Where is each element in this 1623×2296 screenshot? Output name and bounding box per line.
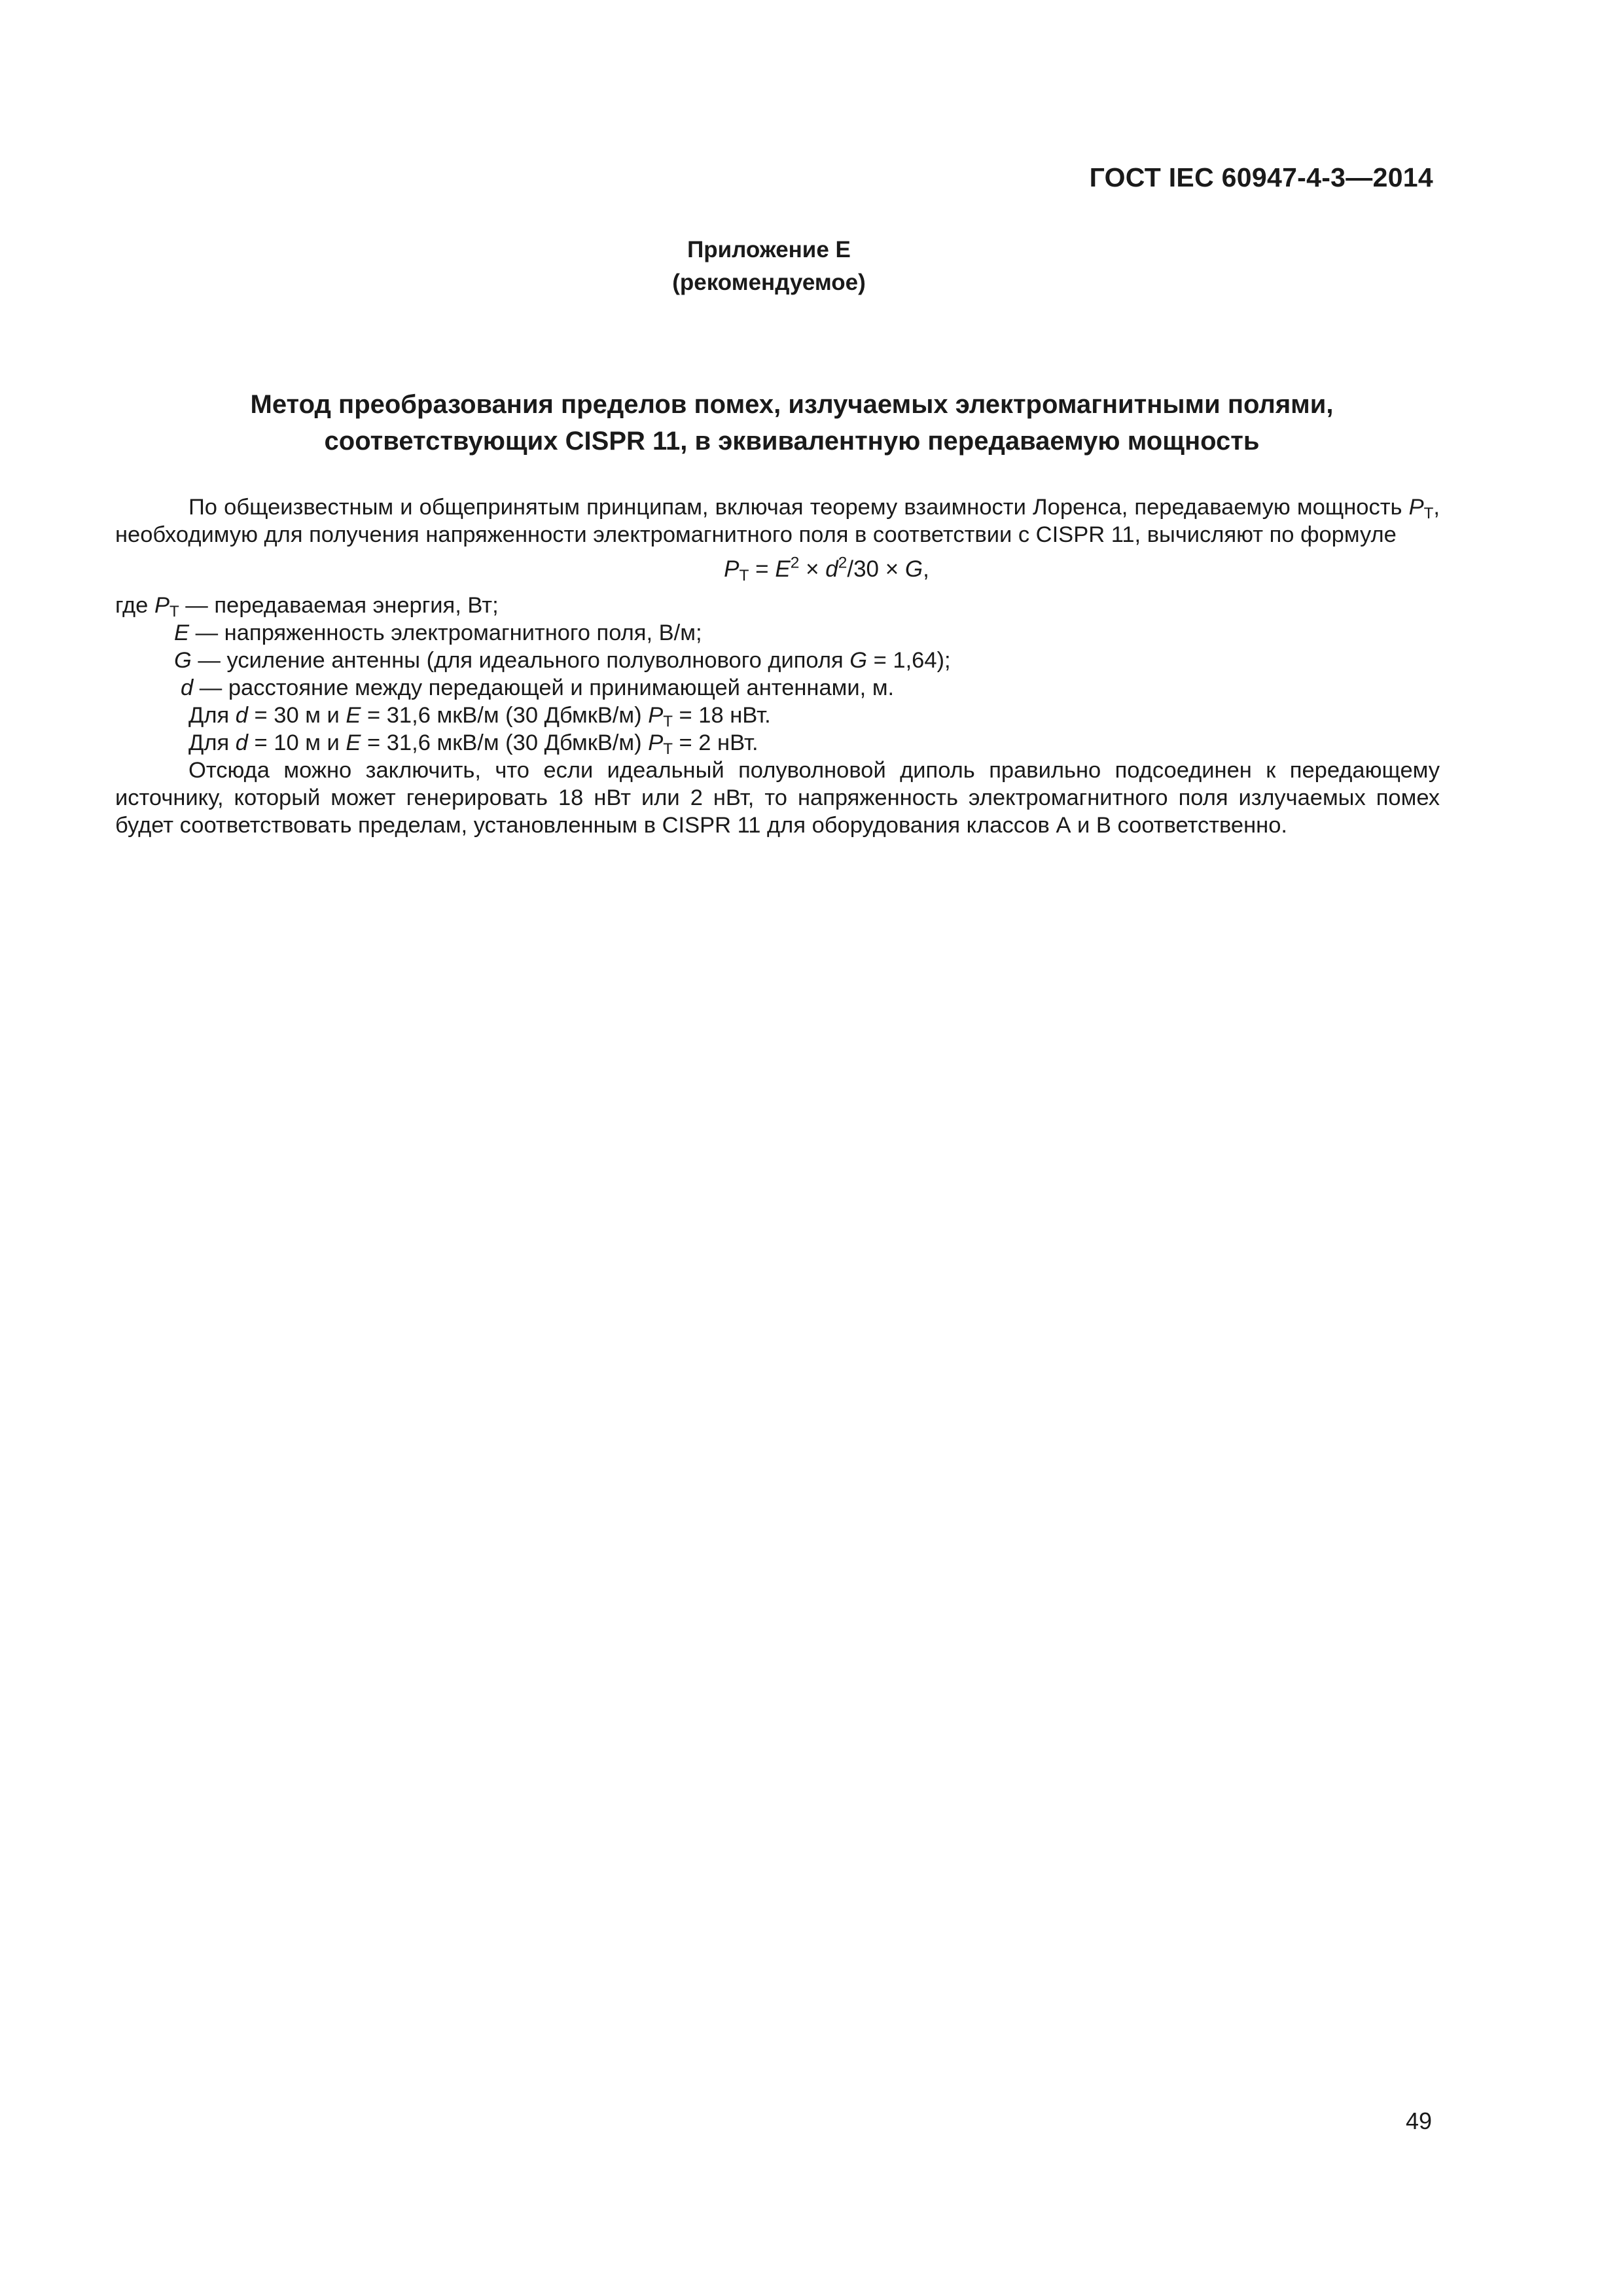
annex-label: Приложение Е bbox=[687, 237, 851, 262]
definition-distance: d — расстояние между передающей и принимающей антеннами, м. bbox=[181, 675, 895, 700]
conclusion-paragraph: Отсюда можно заключить, что если идеальный полуволновой диполь правильно подсоединен к передающему источнику, который может генерировать 18 нВт или 2 нВт, то напряженность электромагнитного поля излучаемых помех будет соответствовать пределам, установленным в CISPR 11 для оборудования классов А и В соответственно. bbox=[115, 758, 1440, 838]
body-text bbox=[115, 493, 1440, 839]
title-line-1: Метод преобразования пределов помех, излучаемых электромагнитными полями, bbox=[250, 390, 1334, 419]
title-line-2: соответствующих CISPR 11, в эквивалентную передаваемую мощность bbox=[324, 427, 1260, 456]
standard-identifier: ГОСТ IEC 60947-4-3—2014 bbox=[1089, 162, 1433, 192]
definition-power: где $P_T$ — передаваемая энергия, Вт; bbox=[115, 593, 499, 621]
definition-field-strength: E — напряженность электромагнитного поля, В/м; bbox=[174, 620, 702, 645]
case-30m: Для d = 30 м и E = 31,6 мкВ/м (30 ДбмкВ/м) $P_T = 18$ нВт. bbox=[188, 703, 771, 731]
page-number: 49 bbox=[1405, 2108, 1432, 2134]
power-formula: $P_T = E^2 \times d^2/30 \times G$, bbox=[724, 554, 929, 585]
case-10m: Для d = 10 м и E = 31,6 мкВ/м (30 ДбмкВ/м) $P_T = 2$ нВт. bbox=[188, 730, 758, 759]
definition-antenna-gain: G — усиление антенны (для идеального полуволнового диполя G = 1,64); bbox=[174, 648, 951, 673]
annex-status: (рекомендуемое) bbox=[672, 270, 866, 295]
intro-paragraph: По общеизвестным и общепринятым принципам, включая теорему взаимности Лоренса, передаваемую мощность $P_T$, необходимую для получения напряженности электромагнитного поля в соответствии с CISPR 11, вычисляют по формуле bbox=[115, 495, 1440, 547]
section-title bbox=[0, 386, 1623, 459]
annex-heading bbox=[0, 234, 1623, 299]
